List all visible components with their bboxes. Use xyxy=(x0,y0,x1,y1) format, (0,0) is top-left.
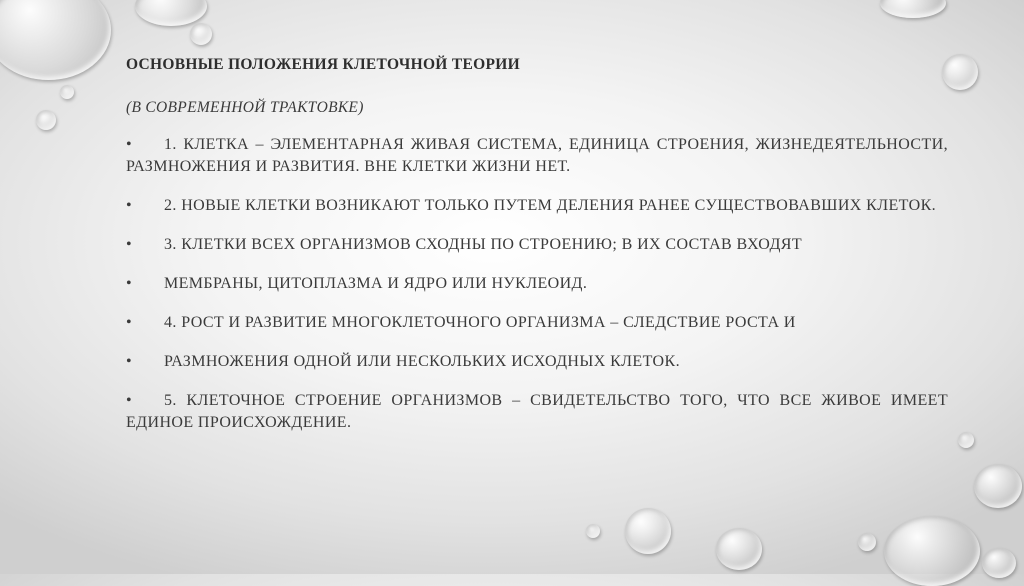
list-item xyxy=(126,134,948,178)
water-drop-decoration xyxy=(135,0,207,26)
list-item-text: 1. КЛЕТКА – ЭЛЕМЕНТАРНАЯ ЖИВАЯ СИСТЕМА, ЕДИНИЦА СТРОЕНИЯ, ЖИЗНЕДЕЯТЕЛЬНОСТИ, РАЗМНОЖЕНИЯ И РАЗВИТИЯ. ВНЕ КЛЕТКИ ЖИЗНИ НЕТ. xyxy=(126,136,948,175)
slide-content xyxy=(126,56,948,451)
water-drop-decoration xyxy=(625,508,671,554)
bullet: • xyxy=(126,136,133,153)
slide-subtitle: (В СОВРЕМЕННОЙ ТРАКТОВКЕ) xyxy=(126,99,364,116)
bullet: • xyxy=(126,236,133,253)
bullet: • xyxy=(126,314,133,331)
bullet: • xyxy=(126,392,133,409)
list-item-text: 4. РОСТ И РАЗВИТИЕ МНОГОКЛЕТОЧНОГО ОРГАНИЗМА – СЛЕДСТВИЕ РОСТА И xyxy=(164,314,796,331)
water-drop-decoration xyxy=(36,110,56,130)
bullet: • xyxy=(126,353,133,370)
list-item-text: РАЗМНОЖЕНИЯ ОДНОЙ ИЛИ НЕСКОЛЬКИХ ИСХОДНЫХ КЛЕТОК. xyxy=(164,353,680,370)
bullet: • xyxy=(126,275,133,292)
water-drop-decoration xyxy=(190,23,212,45)
list-item xyxy=(126,312,948,334)
list-item-text: 5. КЛЕТОЧНОЕ СТРОЕНИЕ ОРГАНИЗМОВ – СВИДЕТЕЛЬСТВО ТОГО, ЧТО ВСЕ ЖИВОЕ ИМЕЕТ ЕДИНОЕ ПРОИСХОЖДЕНИЕ. xyxy=(126,392,948,431)
water-drop-decoration xyxy=(60,85,74,99)
water-drop-decoration xyxy=(974,464,1022,508)
water-drop-decoration xyxy=(884,516,980,586)
water-drop-decoration xyxy=(586,524,600,538)
slide-title: ОСНОВНЫЕ ПОЛОЖЕНИЯ КЛЕТОЧНОЙ ТЕОРИИ xyxy=(126,56,520,73)
bullet: • xyxy=(126,197,133,214)
water-drop-decoration xyxy=(0,0,111,80)
list-item xyxy=(126,351,948,373)
water-drop-decoration xyxy=(858,533,876,551)
water-drop-decoration xyxy=(880,0,946,18)
list-item xyxy=(126,273,948,295)
list-item-text: МЕМБРАНЫ, ЦИТОПЛАЗМА И ЯДРО ИЛИ НУКЛЕОИД. xyxy=(164,275,588,292)
list-item-text: 2. НОВЫЕ КЛЕТКИ ВОЗНИКАЮТ ТОЛЬКО ПУТЕМ ДЕЛЕНИЯ РАНЕЕ СУЩЕСТВОВАВШИХ КЛЕТОК. xyxy=(164,197,937,214)
list-item xyxy=(126,195,948,217)
water-drop-decoration xyxy=(958,432,974,448)
list-item xyxy=(126,234,948,256)
list-item xyxy=(126,390,948,434)
list-item-text: 3. КЛЕТКИ ВСЕХ ОРГАНИЗМОВ СХОДНЫ ПО СТРОЕНИЮ; В ИХ СОСТАВ ВХОДЯТ xyxy=(164,236,803,253)
water-drop-decoration xyxy=(716,528,762,570)
